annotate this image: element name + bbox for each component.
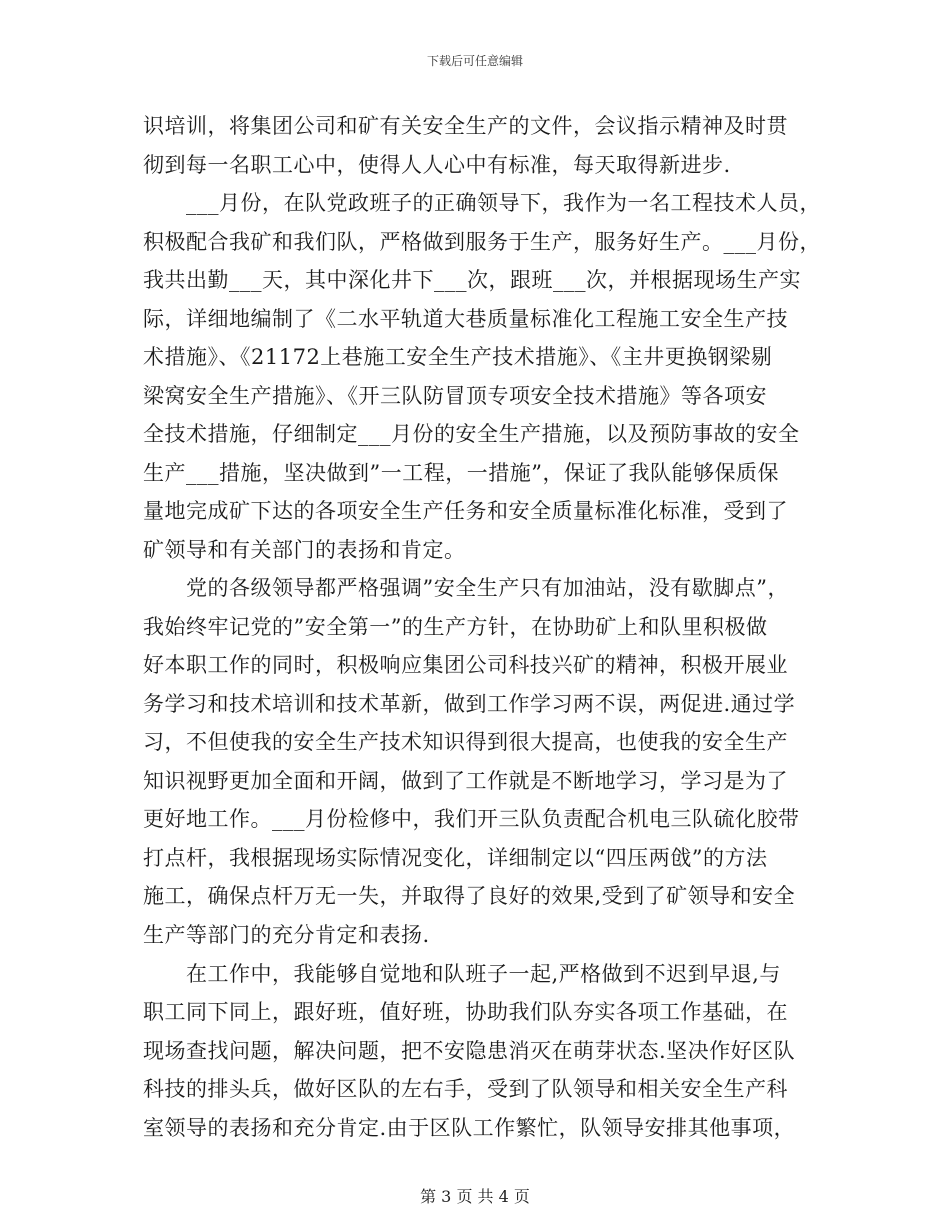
body-line-14: 我始终牢记党的”安全第一”的生产方针，在协助矿上和队里积极做 [143, 615, 768, 639]
body-line-27: 室领导的表扬和充分肯定.由于区队工作繁忙，队领导安排其他事项， [143, 1116, 796, 1140]
body-line-2: 彻到每一名职工心中，使得人人心中有标准，每天取得新进步. [143, 153, 731, 177]
body-line-8: 梁窝安全生产措施》、《开三队防冒顶专项安全技术措施》等各项安 [143, 384, 767, 408]
body-line-16: 务学习和技术培训和技术革新，做到工作学习两不误，两促进.通过学 [143, 692, 796, 716]
body-line-6: 际，详细地编制了《二水平轨道大巷质量标准化工程施工安全生产技 [143, 307, 788, 331]
body-line-17: 习，不但使我的安全生产技术知识得到很大提高，也使我的安全生产 [143, 730, 788, 754]
body-line-19: 更好地工作。___月份检修中，我们开三队负责配合机电三队硫化胶带 [143, 807, 800, 831]
body-line-12: 矿领导和有关部门的表扬和肯定。 [143, 538, 466, 562]
body-line-5: 我共出勤___天，其中深化井下___次，跟班___次，并根据现场生产实 [143, 268, 801, 292]
body-line-22: 生产等部门的充分肯定和表扬. [143, 923, 430, 947]
body-line-9: 全技术措施，仔细制定___月份的安全生产措施，以及预防事故的安全 [143, 422, 800, 446]
body-line-25: 现场查找问题，解决问题，把不安隐患消灭在萌芽状态.坚决作好区队 [143, 1039, 796, 1063]
body-line-7: 术措施》、《21172上巷施工安全生产技术措施》、《主井更换钢梁剔 [143, 345, 773, 369]
page-header-note: 下载后可任意编辑 [426, 54, 523, 68]
body-line-1: 识培训，将集团公司和矿有关安全生产的文件，会议指示精神及时贯 [143, 114, 788, 138]
body-line-20: 打点杆，我根据现场实际情况变化，详细制定以“四压两戗”的方法 [143, 846, 768, 870]
body-line-24: 职工同下同上，跟好班，值好班，协助我们队夯实各项工作基础，在 [143, 1000, 788, 1024]
body-line-4: 积极配合我矿和我们队，严格做到服务于生产，服务好生产。___月份， [143, 230, 821, 254]
body-line-18: 知识视野更加全面和开阔，做到了工作就是不断地学习，学习是为了 [143, 769, 788, 793]
body-line-26: 科技的排头兵，做好区队的左右手，受到了队领导和相关安全生产科 [143, 1077, 788, 1101]
body-line-10: 生产___措施，坚决做到”一工程，一措施”，保证了我队能够保质保 [143, 461, 779, 485]
body-line-3: ___月份，在队党政班子的正确领导下，我作为一名工程技术人员， [186, 191, 821, 215]
body-line-15: 好本职工作的同时，积极响应集团公司科技兴矿的精神，积极开展业 [143, 653, 788, 677]
page-number-footer: 第 3 页 共 4 页 [420, 1187, 530, 1206]
body-line-23: 在工作中，我能够自觉地和队班子一起,严格做到不迟到早退,与 [186, 962, 781, 986]
body-line-13: 党的各级领导都严格强调”安全生产只有加油站，没有歇脚点”， [186, 576, 789, 600]
body-line-21: 施工，确保点杆万无一失，并取得了良好的效果,受到了矿领导和安全 [143, 884, 796, 908]
body-line-11: 量地完成矿下达的各项安全生产任务和安全质量标准化标准，受到了 [143, 499, 788, 523]
